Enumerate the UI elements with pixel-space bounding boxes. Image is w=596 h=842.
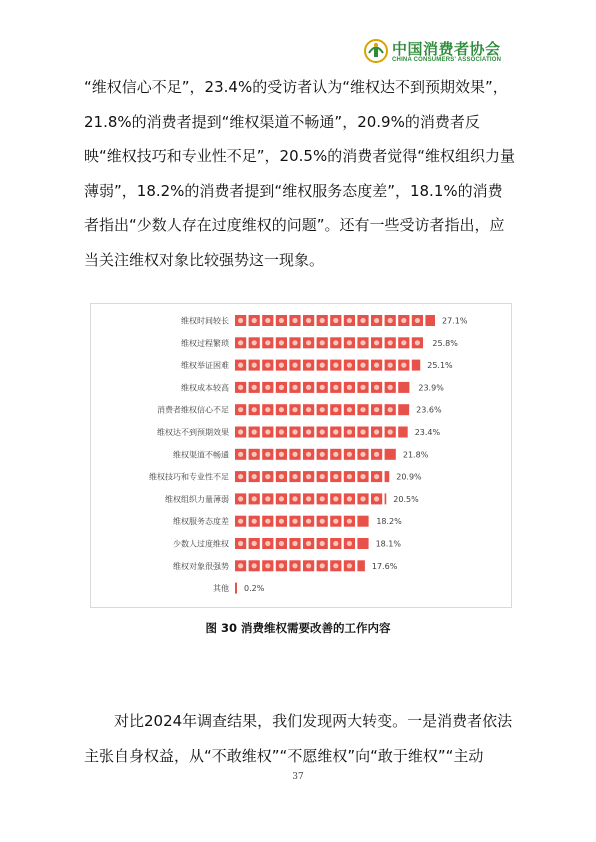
category-label: 维权达不到预期效果 bbox=[157, 428, 229, 437]
value-label: 18.2% bbox=[376, 517, 402, 527]
bar bbox=[235, 471, 389, 482]
emblem-icon bbox=[364, 39, 388, 63]
value-label: 21.8% bbox=[402, 450, 429, 460]
category-label: 其他 bbox=[213, 584, 229, 594]
value-label: 27.1% bbox=[442, 316, 468, 326]
bar bbox=[235, 404, 409, 415]
value-label: 20.5% bbox=[393, 494, 419, 504]
logo-title: 中国消费者协会 bbox=[392, 40, 501, 58]
bar bbox=[235, 382, 409, 393]
bar bbox=[235, 516, 369, 527]
bar bbox=[235, 360, 420, 371]
association-logo bbox=[364, 38, 514, 74]
value-label: 0.2% bbox=[244, 584, 265, 594]
value-label: 20.9% bbox=[396, 472, 422, 482]
bar bbox=[235, 337, 423, 348]
value-label: 25.1% bbox=[427, 361, 453, 371]
category-label: 维权服务态度差 bbox=[173, 517, 229, 527]
value-label: 18.1% bbox=[375, 539, 402, 549]
bar-chart-svg bbox=[91, 304, 511, 607]
figure-caption: 图 30 消费维权需要改善的工作内容 bbox=[205, 621, 391, 635]
page-number: 37 bbox=[292, 772, 304, 782]
body-paragraph-1: “维权信心不足”，23.4%的受访者认为“维权达不到预期效果”，21.8%的消费者提到“维权渠道不畅通”，20.9%的消费者反映“维权技巧和专业性不足”，20.5%的消费者觉得“维权组织力量薄弱”，18.2%的消费者提到“维权服务态度差”，18.1%的消费者指出“少数人存在过度维权的问题”。还有一些受访者指出，应当关注维权对象比较强势这一现象。 bbox=[84, 78, 515, 269]
category-label: 维权组织力量薄弱 bbox=[165, 494, 229, 504]
category-label: 维权对象很强势 bbox=[173, 561, 229, 571]
category-label: 维权举证困难 bbox=[181, 361, 229, 371]
bar bbox=[235, 427, 408, 438]
value-label: 25.8% bbox=[432, 338, 458, 348]
bar bbox=[235, 560, 365, 571]
bar-chart bbox=[90, 303, 512, 608]
category-label: 维权成本较高 bbox=[181, 383, 229, 393]
value-label: 23.6% bbox=[416, 405, 442, 415]
category-label: 少数人过度维权 bbox=[173, 539, 229, 549]
category-label: 维权过程繁琐 bbox=[181, 338, 229, 348]
category-label: 维权渠道不畅通 bbox=[173, 450, 229, 460]
value-label: 23.9% bbox=[418, 383, 444, 393]
category-label: 消费者维权信心不足 bbox=[157, 405, 229, 415]
category-label: 维权技巧和专业性不足 bbox=[149, 472, 229, 482]
bar bbox=[235, 583, 237, 594]
bar bbox=[235, 315, 435, 326]
logo-subtitle: CHINA CONSUMERS' ASSOCIATION bbox=[392, 57, 502, 63]
bar bbox=[235, 493, 386, 504]
value-label: 17.6% bbox=[371, 561, 398, 571]
category-label: 维权时间较长 bbox=[181, 316, 229, 326]
body-paragraph-2: 对比2024年调查结果，我们发现两大转变。一是消费者依法主张自身权益，从“不敢维权”“不愿维权”向“敢于维权”“主动 bbox=[84, 712, 513, 765]
bar bbox=[235, 538, 369, 549]
bar bbox=[235, 449, 396, 460]
value-label: 23.4% bbox=[414, 428, 441, 437]
